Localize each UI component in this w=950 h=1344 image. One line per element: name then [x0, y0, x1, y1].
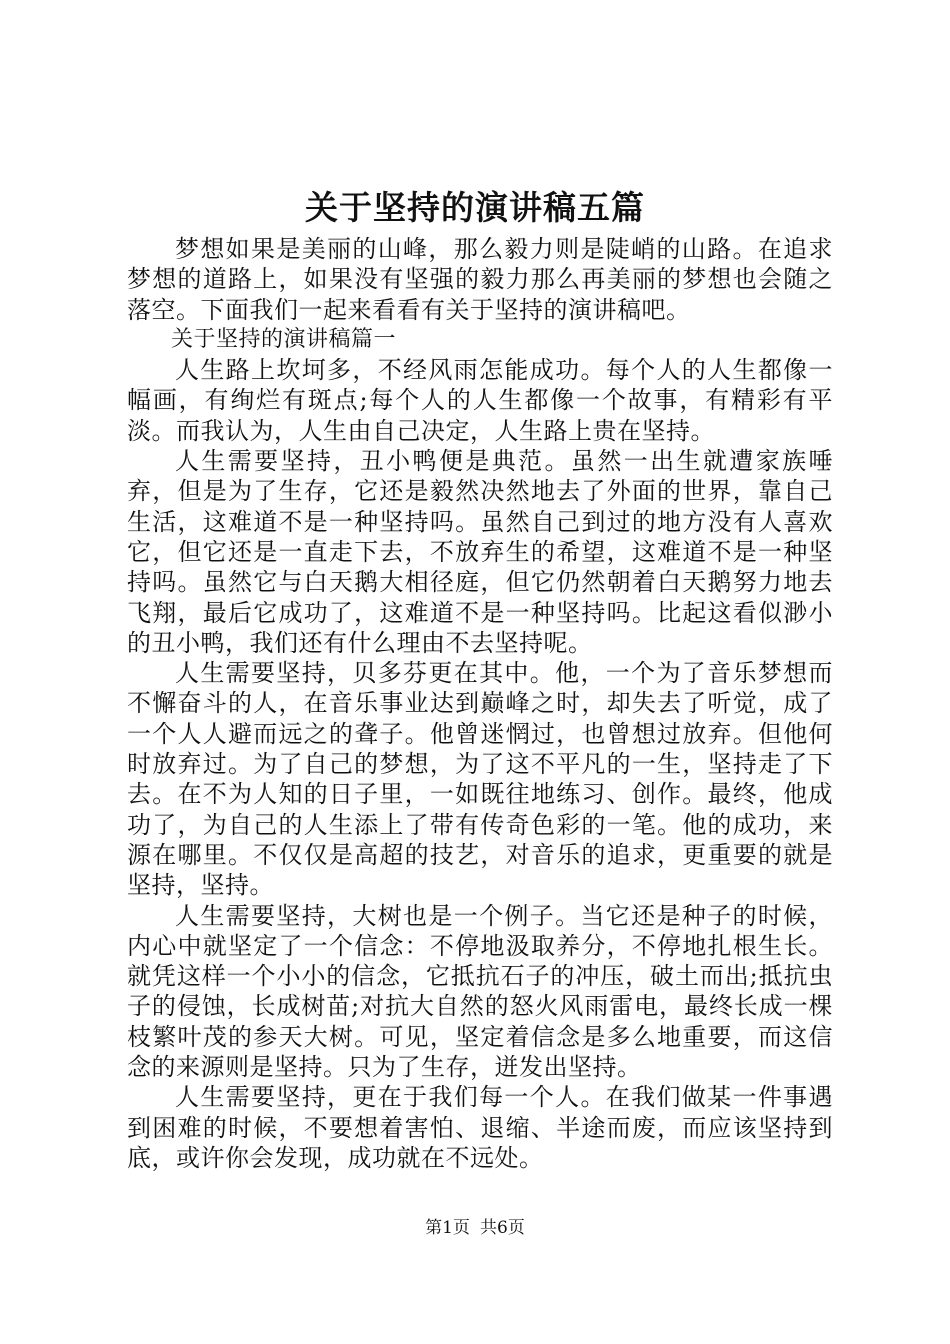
body-paragraph: 人生需要坚持，更在于我们每一个人。在我们做某一件事遇到困难的时候，不要想着害怕、退缩、半途而废，而应该坚持到底，或许你会发现，成功就在不远处。	[127, 1083, 833, 1172]
body-paragraph: 人生需要坚持，贝多芬更在其中。他，一个为了音乐梦想而不懈奋斗的人，在音乐事业达到巅峰之时，却失去了听觉，成了一个人人避而远之的聋子。他曾迷惘过，也曾想过放弃。但他何时放弃过。为了自己的梦想，为了这不平凡的一生，坚持走了下去。在不为人知的日子里，一如既往地练习、创作。最终，他成功了，为自己的人生添上了带有传奇色彩的一笔。他的成功，来源在哪里。不仅仅是高超的技艺，对音乐的追求，更重要的就是坚持，坚持。	[127, 659, 833, 900]
section-heading: 关于坚持的演讲稿篇一	[171, 326, 397, 352]
document-body	[127, 234, 833, 1173]
intro-paragraph: 梦想如果是美丽的山峰，那么毅力则是陡峭的山路。在追求梦想的道路上，如果没有坚强的毅力那么再美丽的梦想也会随之落空。下面我们一起来看看有关于坚持的演讲稿吧。	[127, 235, 833, 324]
body-paragraph: 人生需要坚持，丑小鸭便是典范。虽然一出生就遭家族唾弃，但是为了生存，它还是毅然决然地去了外面的世界，靠自己生活，这难道不是一种坚持吗。虽然自己到过的地方没有人喜欢它，但它还是一直走下去，不放弃生的希望，这难道不是一种坚持吗。虽然它与白天鹅大相径庭，但它仍然朝着白天鹅努力地去飞翔，最后它成功了，这难道不是一种坚持吗。比起这看似渺小的丑小鸭，我们还有什么理由不去坚持呢。	[127, 447, 833, 657]
body-paragraph: 人生路上坎坷多，不经风雨怎能成功。每个人的人生都像一幅画，有绚烂有斑点;每个人的人生都像一个故事，有精彩有平淡。而我认为，人生由自己决定，人生路上贵在坚持。	[127, 356, 833, 445]
page-total: 共6页	[480, 1218, 525, 1238]
page-number: 第1页	[425, 1218, 470, 1238]
body-paragraph: 人生需要坚持，大树也是一个例子。当它还是种子的时候，内心中就坚定了一个信念：不停地汲取养分，不停地扎根生长。就凭这样一个小小的信念，它抵抗石子的冲压，破土而出;抵抗虫子的侵蚀，长成树苗;对抗大自然的怒火风雨雷电，最终长成一棵枝繁叶茂的参天大树。可见，坚定着信念是多么地重要，而这信念的来源则是坚持。只为了生存，迸发出坚持。	[127, 901, 833, 1082]
document-title: 关于坚持的演讲稿五篇	[305, 188, 645, 227]
page-footer	[0, 1216, 950, 1240]
